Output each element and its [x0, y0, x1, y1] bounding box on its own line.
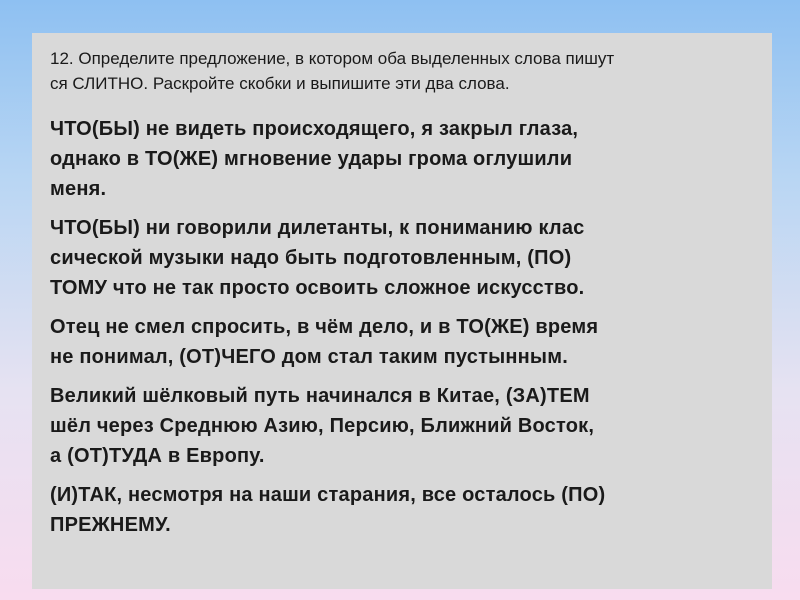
sentence-list [50, 114, 775, 549]
sentence-2: ЧТО(БЫ) ни говорили дилетанты, к пониманию клас сической музыки надо быть подготовленным, (ПО) ТОМУ что не так просто освоить сложное искусство. [50, 217, 585, 299]
task-instruction: 12. Определите предложение, в котором оба выделенных слова пишут ся СЛИТНО. Раскройте скобки и выпишите эти два слова. [50, 49, 615, 93]
sentence-4: Великий шёлковый путь начинался в Китае, (ЗА)ТЕМ шёл через Среднюю Азию, Персию, Ближний Восток, а (ОТ)ТУДА в Европу. [50, 385, 595, 467]
sentence-1: ЧТО(БЫ) не видеть происходящего, я закрыл глаза, однако в ТО(ЖЕ) мгновение удары грома оглушили меня. [50, 118, 579, 200]
sentence-5: (И)ТАК, несмотря на наши старания, все осталось (ПО) ПРЕЖНЕМУ. [50, 484, 606, 536]
sentence-3: Отец не смел спросить, в чём дело, и в ТО(ЖЕ) время не понимал, (ОТ)ЧЕГО дом стал таким пустынным. [50, 316, 599, 368]
